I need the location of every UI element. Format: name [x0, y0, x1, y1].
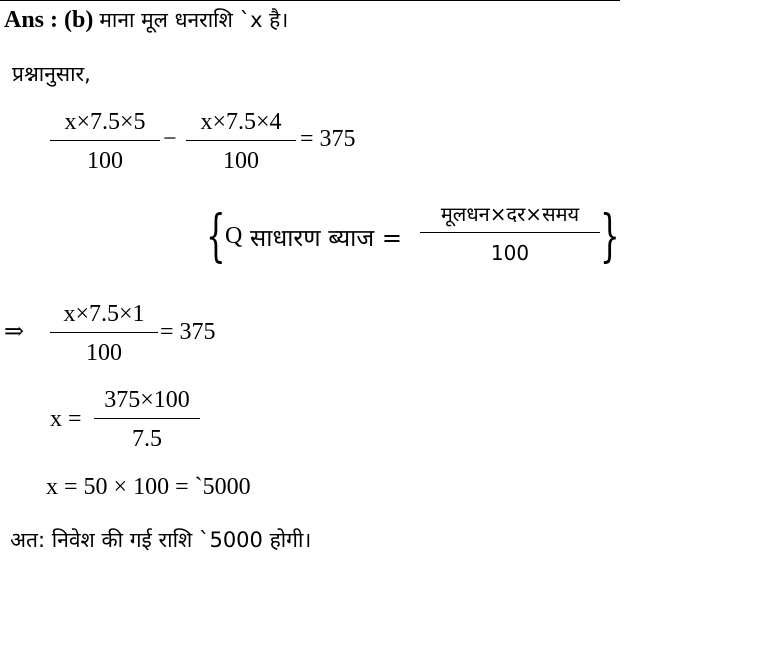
si-label: साधारण ब्याज =: [250, 224, 402, 252]
eq2-fraction: [50, 300, 158, 367]
si-denominator: 100: [490, 241, 530, 265]
eq2-num: x×7.5×1: [63, 301, 145, 327]
intro-text: माना मूल धनराशि `x है।: [99, 8, 289, 32]
eq1-fraction-2: [186, 108, 296, 175]
eq3-fraction: [94, 386, 200, 453]
fraction-bar: [94, 418, 200, 419]
eq3-num: 375×100: [104, 387, 190, 413]
as-per-question: प्रश्नानुसार,: [12, 62, 91, 86]
fraction-bar: [50, 140, 160, 141]
eq1-den-1: 100: [87, 148, 123, 174]
answer-label: Ans : (b): [4, 7, 94, 33]
right-brace: }: [600, 204, 620, 269]
si-numerator: मूलधन×दर×समय: [440, 202, 580, 226]
eq1-minus: −: [163, 126, 177, 152]
eq4-line: x = 50 × 100 = `5000: [46, 474, 251, 500]
eq1-num-1: x×7.5×5: [64, 109, 146, 135]
eq3-den: 7.5: [132, 426, 162, 452]
eq1-num-2: x×7.5×4: [200, 109, 282, 135]
left-brace: {: [206, 204, 226, 269]
implies-arrow: ⇒: [4, 319, 25, 345]
eq2-rhs: = 375: [160, 319, 216, 345]
answer-line: [4, 6, 288, 34]
conclusion-line: [10, 526, 311, 554]
top-rule: [0, 0, 620, 1]
eq1-den-2: 100: [223, 148, 259, 174]
fraction-bar: [186, 140, 296, 141]
eq2-den: 100: [86, 340, 122, 366]
q-symbol: Q: [225, 223, 243, 249]
eq1-fraction-1: [50, 108, 160, 175]
fraction-bar: [420, 232, 600, 233]
eq3-lhs: x =: [50, 406, 82, 432]
fraction-bar: [50, 332, 158, 333]
si-fraction: [420, 200, 600, 267]
conclusion-text: अत: निवेश की गई राशि `5000 होगी।: [10, 528, 312, 552]
eq1-rhs: = 375: [300, 126, 356, 152]
